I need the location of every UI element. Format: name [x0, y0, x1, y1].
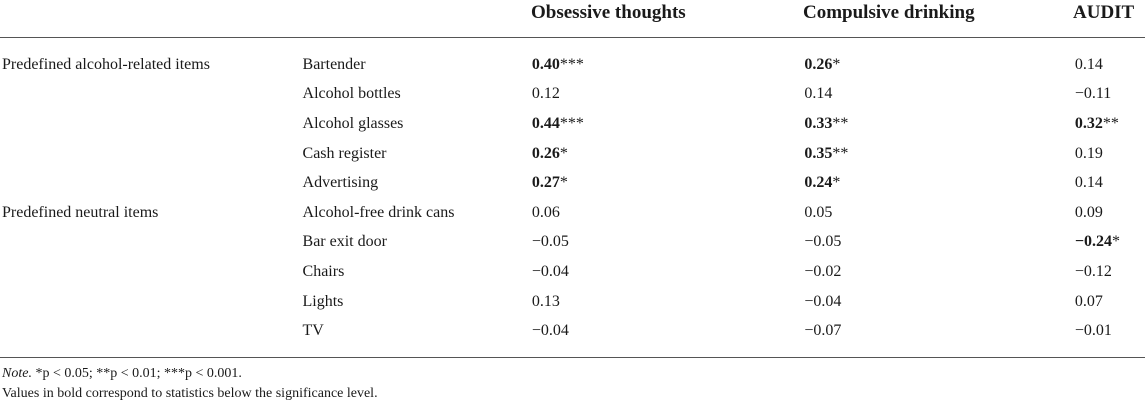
- coefficient: 0.44: [531, 114, 560, 132]
- obsessive-value: [532, 287, 804, 317]
- item-label: Lights: [302, 292, 344, 310]
- coefficient: −0.24: [1074, 233, 1112, 251]
- item-label: Alcohol-free drink cans: [302, 203, 455, 221]
- compulsive-value: [804, 80, 1074, 110]
- bold-explanation: Values in bold correspond to statistics below the significance level.: [2, 386, 378, 401]
- coefficient: −0.11: [1074, 85, 1112, 103]
- obsessive-value: [532, 257, 804, 287]
- significance-stars: *: [1111, 233, 1120, 251]
- significance-stars: *: [832, 174, 841, 192]
- item-label: Bartender: [302, 55, 366, 73]
- coefficient: 0.12: [531, 85, 560, 103]
- obsessive-value: [532, 316, 804, 346]
- coefficient: 0.07: [1074, 292, 1103, 310]
- header-obsessive-thoughts: Obsessive thoughts: [531, 2, 686, 23]
- coefficient: 0.33: [804, 114, 833, 132]
- compulsive-value: [804, 50, 1074, 80]
- group-label: Predefined alcohol-related items: [2, 55, 210, 73]
- note-text: *p < 0.05; **p < 0.01; ***p < 0.001.: [35, 366, 242, 381]
- item-label: TV: [302, 322, 324, 340]
- group-label: [0, 168, 303, 198]
- table-row: [0, 80, 1145, 110]
- item-label: Advertising: [302, 174, 379, 192]
- coefficient: 0.26: [804, 55, 833, 73]
- coefficient: 0.14: [1074, 174, 1103, 192]
- significance-stars: *: [559, 174, 568, 192]
- significance-stars: ***: [559, 55, 584, 73]
- coefficient: −0.05: [531, 233, 569, 251]
- bottom-rule: [0, 357, 1145, 358]
- audit-value: [1075, 168, 1145, 198]
- item-label: Bar exit door: [302, 233, 387, 251]
- group-label: [0, 257, 303, 287]
- coefficient: −0.07: [804, 322, 842, 340]
- audit-value: [1075, 109, 1145, 139]
- coefficient: 0.05: [804, 203, 833, 221]
- table-row: [0, 257, 1145, 287]
- coefficient: −0.04: [804, 292, 842, 310]
- coefficient: −0.04: [531, 322, 569, 340]
- results-table: [0, 50, 1145, 346]
- group-label: [0, 228, 303, 258]
- table-row: [0, 228, 1145, 258]
- significance-stars: **: [832, 114, 849, 132]
- header-rule: [0, 37, 1145, 38]
- coefficient: 0.14: [804, 85, 833, 103]
- significance-stars: **: [1102, 114, 1119, 132]
- coefficient: −0.02: [804, 262, 842, 280]
- obsessive-value: [532, 139, 804, 169]
- item-label: Chairs: [302, 262, 345, 280]
- coefficient: 0.13: [531, 292, 560, 310]
- obsessive-value: [532, 50, 804, 80]
- item-label: Alcohol glasses: [302, 114, 404, 132]
- obsessive-value: [532, 228, 804, 258]
- compulsive-value: [804, 228, 1074, 258]
- audit-value: [1075, 50, 1145, 80]
- compulsive-value: [804, 168, 1074, 198]
- audit-value: [1075, 257, 1145, 287]
- table-row: [0, 287, 1145, 317]
- group-label: [0, 287, 303, 317]
- table-row: [0, 316, 1145, 346]
- table-row: [0, 109, 1145, 139]
- group-label: Predefined neutral items: [2, 203, 159, 221]
- audit-value: [1075, 287, 1145, 317]
- group-label: [0, 316, 303, 346]
- group-label: [0, 80, 303, 110]
- audit-value: [1075, 228, 1145, 258]
- compulsive-value: [804, 287, 1074, 317]
- compulsive-value: [804, 139, 1074, 169]
- group-label: [0, 139, 303, 169]
- note-label: Note.: [2, 366, 32, 381]
- obsessive-value: [532, 168, 804, 198]
- audit-value: [1075, 80, 1145, 110]
- obsessive-value: [532, 109, 804, 139]
- item-label: Cash register: [302, 144, 387, 162]
- coefficient: 0.40: [531, 55, 560, 73]
- obsessive-value: [532, 80, 804, 110]
- table-row: [0, 198, 1145, 228]
- coefficient: 0.19: [1074, 144, 1103, 162]
- audit-value: [1075, 198, 1145, 228]
- coefficient: 0.26: [531, 144, 560, 162]
- group-label: [0, 109, 303, 139]
- table-row: [0, 139, 1145, 169]
- coefficient: −0.04: [531, 262, 569, 280]
- audit-value: [1075, 139, 1145, 169]
- header-audit: AUDIT: [1073, 2, 1135, 23]
- audit-value: [1075, 316, 1145, 346]
- coefficient: −0.01: [1074, 322, 1112, 340]
- compulsive-value: [804, 109, 1074, 139]
- compulsive-value: [804, 257, 1074, 287]
- table-note: [2, 364, 242, 384]
- header-compulsive-drinking: Compulsive drinking: [803, 2, 975, 23]
- significance-stars: **: [832, 144, 849, 162]
- coefficient: 0.27: [531, 174, 560, 192]
- compulsive-value: [804, 198, 1074, 228]
- coefficient: −0.12: [1074, 262, 1112, 280]
- table-row: [0, 168, 1145, 198]
- significance-stars: ***: [559, 114, 584, 132]
- coefficient: 0.09: [1074, 203, 1103, 221]
- significance-stars: *: [559, 144, 568, 162]
- compulsive-value: [804, 316, 1074, 346]
- coefficient: 0.14: [1074, 55, 1103, 73]
- coefficient: 0.24: [804, 174, 833, 192]
- coefficient: 0.06: [531, 203, 560, 221]
- table-row: [0, 50, 1145, 80]
- coefficient: 0.32: [1074, 114, 1103, 132]
- coefficient: 0.35: [804, 144, 833, 162]
- significance-stars: *: [832, 55, 841, 73]
- coefficient: −0.05: [804, 233, 842, 251]
- obsessive-value: [532, 198, 804, 228]
- item-label: Alcohol bottles: [302, 85, 401, 103]
